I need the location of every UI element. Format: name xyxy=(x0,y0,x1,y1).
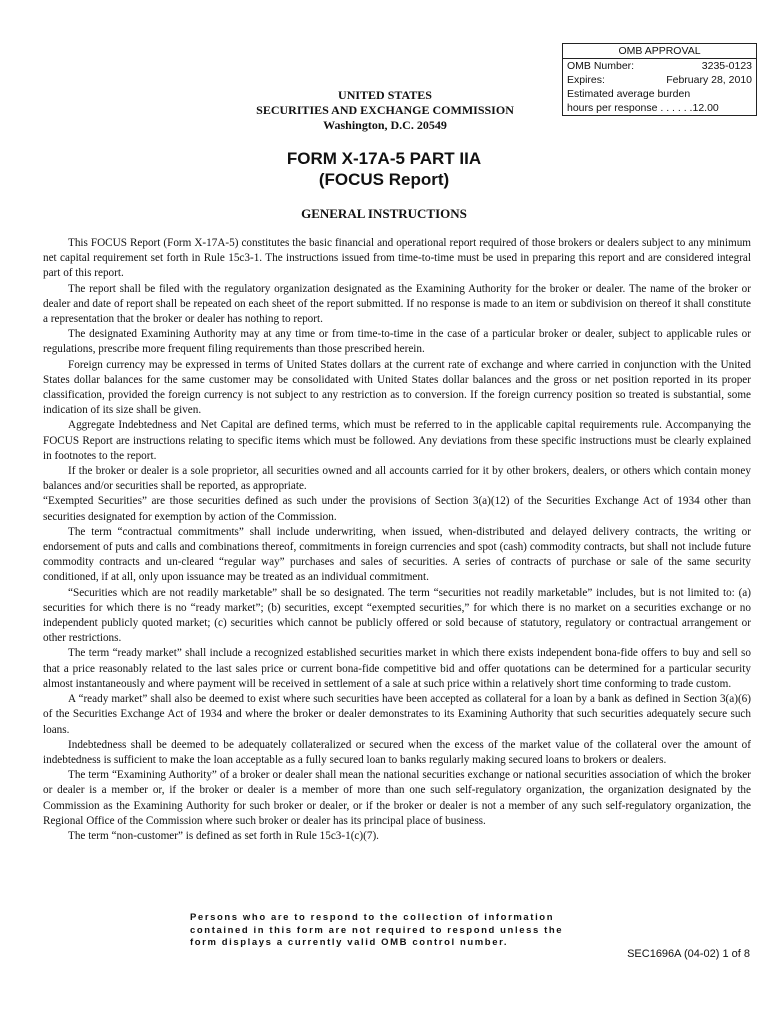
paragraph: The term “ready market” shall include a recognized established securities market in which there exists independent bona-fide offers to buy and sell so that a price reasonably related to the last sales price or current bona-fide competitive bid and offer quotations can be determined for a particular security almost instantaneously and where payment will be received in settlement of a sale at such price within a relatively short time conforming to trade custom. xyxy=(43,647,751,690)
agency-header xyxy=(230,88,540,133)
omb-number-label: OMB Number: xyxy=(567,60,635,72)
form-title-line-1: FORM X-17A-5 PART IIA xyxy=(286,149,482,168)
agency-address: Washington, D.C. 20549 xyxy=(323,118,447,132)
agency-name: SECURITIES AND EXCHANGE COMMISSION xyxy=(256,103,514,117)
omb-expires-label: Expires: xyxy=(567,74,605,86)
form-title xyxy=(200,148,568,190)
omb-expires-row xyxy=(563,73,756,87)
paragraph: The term “contractual commitments” shall include underwriting, when issued, when-distributed and delayed delivery contracts, the writing or endorsement of puts and calls and combinations thereof, commitments in foreign currencies and spot (cash) commodity contracts, but shall not include future commodity contracts and un-cleared “regular way” purchases and sales of securities. A series of contracts of purchase or sale of the same security conditioned, if at all, only upon issuance may be treated as an individual commitment. xyxy=(43,525,751,584)
general-instructions-heading: GENERAL INSTRUCTIONS xyxy=(301,206,467,221)
paragraph: The term “non-customer” is defined as set forth in Rule 15c3-1(c)(7). xyxy=(68,829,379,842)
omb-number-value: 3235-0123 xyxy=(701,60,752,72)
paragraph: Aggregate Indebtedness and Net Capital are defined terms, which must be referred to in the applicable capital requirements rule. Accompanying the FOCUS Report are instructions relating to specific items which must be followed. Any deviations from these specific instructions must be clearly explained in footnotes to the report. xyxy=(43,419,751,462)
paragraph: “Securities which are not readily marketable” shall be so designated. The term “securities not readily marketable” includes, but is not limited to: (a) securities for which there is no “ready market”; (b) securities, except “exempted securities,” for which there is no market on a securities exchange or no independent publicly quoted market; (c) securities which cannot be publicly offered or sold because of statutory, regulatory or contractual arrangement or other restrictions. xyxy=(43,586,751,645)
paragraph: If the broker or dealer is a sole proprietor, all securities owned and all accounts carried for it by other brokers, dealers, or others which contain money balances and/or securities shall be reported, as appropriate. xyxy=(43,465,751,493)
paragraph: “Exempted Securities” are those securities defined as such under the provisions of Section 3(a)(12) of the Securities Exchange Act of 1934 other than securities designated for exemption by action of the Commission. xyxy=(43,495,751,523)
paragraph: Indebtedness shall be deemed to be adequately collateralized or secured when the excess of the market value of the collateral over the amount of indebtedness is sufficient to make the loan acceptable as a fully secured loan to banks regularly making secured loans to brokers or dealers. xyxy=(43,738,751,766)
agency-country: UNITED STATES xyxy=(338,88,432,102)
instructions-body xyxy=(43,236,751,844)
paragraph: A “ready market” shall also be deemed to exist where such securities have been accepted as collateral for a loan by a bank as defined in Section 3(a)(6) of the Securities Exchange Act of 1934 and where the broker or dealer demonstrates to its Examining Authority that such securities adequately secure such loans. xyxy=(43,693,751,736)
paragraph: The designated Examining Authority may at any time or from time-to-time in the case of a particular broker or dealer, subject to applicable rules or regulations, prescribe more frequent filing requirements than those prescribed herein. xyxy=(43,328,751,356)
omb-number-row xyxy=(563,59,756,73)
form-title-line-2: (FOCUS Report) xyxy=(318,170,450,189)
omb-expires-value: February 28, 2010 xyxy=(666,74,752,86)
omb-approval-box xyxy=(562,43,757,116)
paragraph: This FOCUS Report (Form X-17A-5) constitutes the basic financial and operational report required of those brokers or dealers subject to any minimum net capital requirement set forth in Rule 15c3-1. The instructions issued from time-to-time must be used in preparing this report and are considered integral part of this report. xyxy=(43,237,751,280)
paragraph: Foreign currency may be expressed in terms of United States dollars at the current rate of exchange and where carried in conjunction with the United States dollar balances for the same customer may be consolidated with United States dollar balances and the gross or net position reported in its proper classification, provided the foreign currency is not subject to any restriction as to conversion. If the foreign currency position so treated is substantial, some indication of its size shall be given. xyxy=(43,358,751,417)
omb-burden-line-1: Estimated average burden xyxy=(567,88,691,100)
paragraph: The term “Examining Authority” of a broker or dealer shall mean the national securities exchange or national securities association of which the broker or dealer is a member or, if the broker or dealer is a member of more than one such self-regulatory organization, the organization designated by the Commission as the Examining Authority for such broker or dealer, or if the broker or dealer is not a member of any such self-regulatory organization, the Regional Office of the Commission where such broker or dealer has its principal place of business. xyxy=(43,769,751,827)
omb-burden-line-2: hours per response . . . . . .12.00 xyxy=(567,102,719,114)
omb-approval-title: OMB APPROVAL xyxy=(563,44,756,59)
form-page-number: SEC1696A (04-02) 1 of 8 xyxy=(627,948,750,960)
paragraph: The report shall be filed with the regulatory organization designated as the Examining Authority for the broker or dealer. The name of the broker or dealer and date of report shall be repeated on each sheet of the report submitted. If no response is made to an item or subdivision on thereof it shall constitute a representation that the broker or dealer has nothing to report. xyxy=(43,282,751,326)
omb-control-notice: Persons who are to respond to the collection of information contained in this form are not required to respond unless the form displays a currently valid OMB control number. xyxy=(190,912,564,948)
